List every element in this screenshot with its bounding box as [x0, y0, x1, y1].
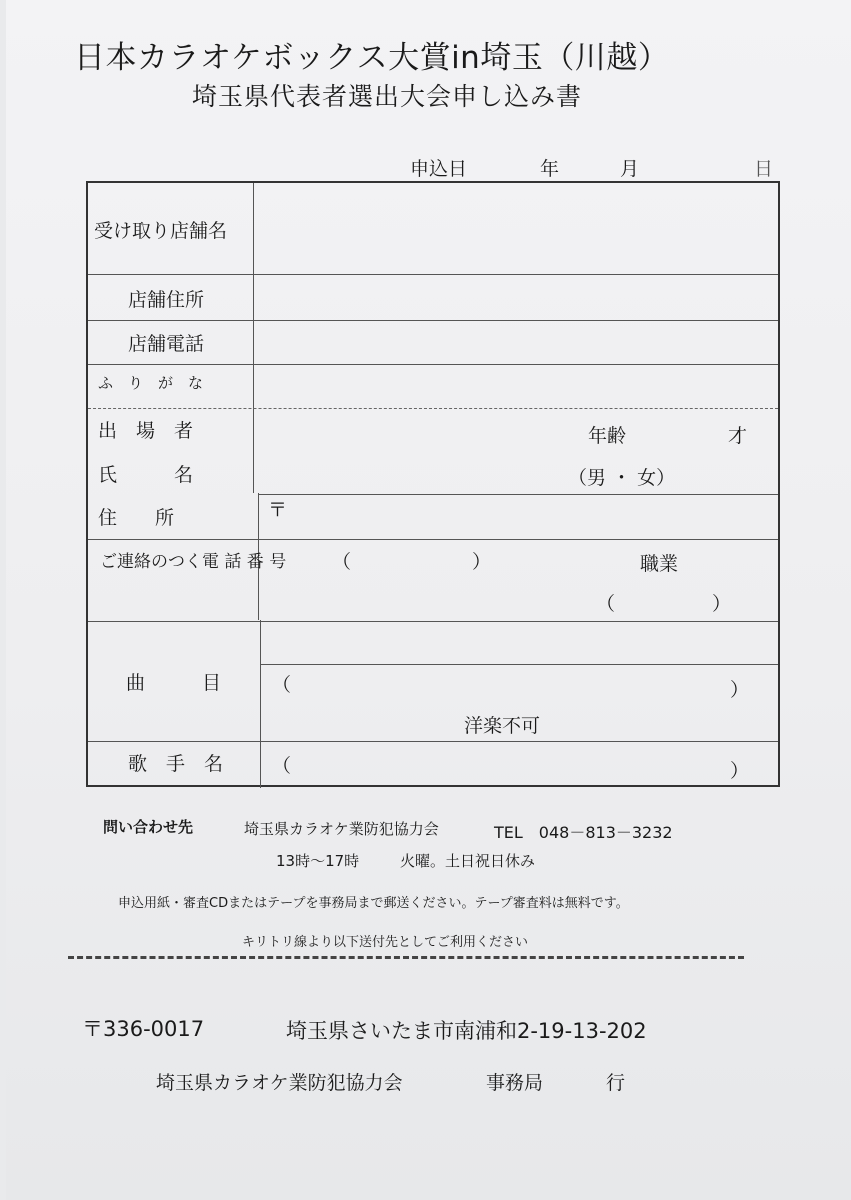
singer-paren-open: （ [272, 755, 292, 777]
participant-label: 出 場 者 [98, 420, 194, 442]
application-sheet [6, 0, 851, 1200]
singer-label: 歌 手 名 [128, 753, 224, 775]
row-divider [260, 664, 778, 665]
applied-date-label: 申込日 [410, 158, 468, 180]
row-divider [88, 320, 778, 321]
title-sub: 埼玉県代表者選出大会申し込み書 [192, 82, 583, 111]
mailing-org: 埼玉県カラオケ業防犯協力会 [156, 1072, 403, 1094]
mailing-postal-code: 〒336-0017 [82, 1017, 205, 1041]
phone-paren-close: ） [472, 551, 492, 573]
address-label: 住 所 [98, 507, 175, 529]
date-month-label: 月 [620, 158, 640, 180]
song-paren-open: （ [272, 674, 292, 696]
contact-label: 問い合わせ先 [103, 818, 194, 836]
contact-org: 埼玉県カラオケ業防犯協力会 [244, 820, 439, 838]
cut-line-note: キリトリ線より以下送付先としてご利用ください [242, 935, 529, 950]
row-divider [88, 741, 778, 742]
row-divider [88, 621, 778, 622]
closed-days: 火曜。土日祝日休み [400, 852, 536, 870]
mailing-instruction: 申込用紙・審査CDまたはテープを事務局まで郵送ください。テープ審査料は無料です。 [118, 896, 629, 911]
phone-paren-open: （ [332, 551, 352, 573]
song-label: 曲 目 [126, 672, 222, 694]
western-music-note: 洋楽不可 [464, 715, 541, 737]
occupation-label: 職業 [640, 553, 679, 575]
row-divider [88, 274, 778, 275]
office-hours: 13時～17時 [276, 852, 360, 870]
row-divider [88, 364, 778, 365]
mailing-address: 埼玉県さいたま市南浦和2-19-13-202 [286, 1019, 647, 1043]
mailing-office: 事務局 [486, 1072, 544, 1094]
store-phone-label: 店舗電話 [128, 333, 205, 355]
date-year-label: 年 [540, 158, 560, 180]
cut-line [68, 956, 744, 959]
contact-tel: TEL 048－813－3232 [494, 823, 673, 842]
label-divider-3 [260, 620, 261, 788]
furigana-divider [88, 408, 778, 409]
mailing-to: 行 [606, 1072, 626, 1094]
date-day-label: 日 [754, 158, 774, 180]
store-address-label: 店舗住所 [128, 289, 205, 311]
phone-label: ご連絡のつく電 話 番 号 [100, 552, 287, 572]
singer-paren-close: ） [730, 760, 750, 782]
row-divider [258, 494, 778, 495]
store-name-label: 受け取り店舗名 [94, 220, 228, 242]
label-divider [253, 183, 254, 493]
occupation-paren-open: （ [596, 593, 616, 615]
name-label: 氏 名 [98, 464, 194, 486]
row-divider [88, 539, 778, 540]
gender-selector[interactable]: （男 ・ 女） [568, 467, 676, 489]
application-form [86, 181, 780, 787]
age-unit: 才 [728, 425, 748, 447]
song-paren-close: ） [730, 679, 750, 701]
occupation-paren-close: ） [712, 593, 732, 615]
postal-mark: 〒 [268, 499, 288, 521]
furigana-label: ふ り が な [98, 374, 204, 392]
title-main: 日本カラオケボックス大賞in埼玉（川越） [74, 40, 670, 76]
age-label: 年齢 [588, 425, 627, 447]
